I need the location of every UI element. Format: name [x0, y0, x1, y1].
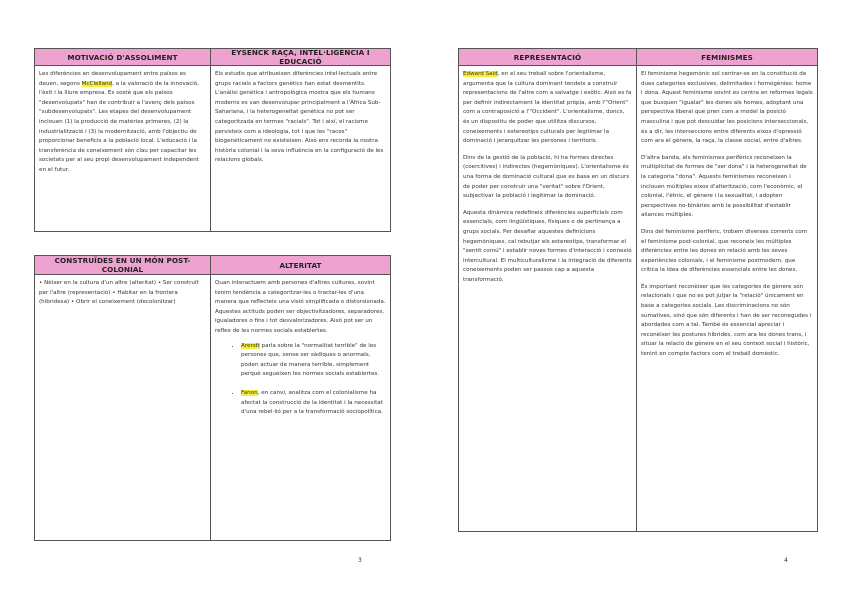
paragraph-dinamica: Aquesta dinàmica redefineix diferències superficials com essencials, com lingüístiques, físiques o de pertinença a grups socials. Per desafiar aquestes definicions hegemòniques, cal rebutjar els estereotips, transformar el "sentit comú" i establir noves formes d'interacció i connexió intercultural. El multiculturalisme i la integració de diferents coneixements poden ser passos cap a aquesta transformació.: [463, 209, 632, 283]
cell-feminismes: [637, 66, 817, 531]
highlight-edward-said: Edward Said: [463, 71, 498, 77]
header-motivacio: MOTIVACIÓ D'ASSOLIMENT: [35, 49, 211, 66]
header-alteritat: ALTERITAT: [211, 256, 390, 275]
paragraph-periferics: D'altra banda, els feminismes perifèrics reconeixen la multiplicitat de formes de "ser dona" i la heterogeneïtat de la categoria "dona". Aquests feminismes reconeixen i inclouen múltiples eixos d'alteritzaciò, com l'econòmic, el colonial, l'ètnic, el gènere i la sexualitat, i adopten perspectives no-binàries amb la possibilitat d'establir aliances múltiples.: [641, 154, 807, 219]
highlight-mcclelland: McClelland: [81, 80, 113, 87]
cell-motivacio: [35, 66, 211, 231]
paragraph-hegemonic: El feminisme hegemònic sol centrar-se en la constitució de dues categories exclusives, delimitades i homogènies: home i dona. Aquest feminisme sovint es centra en reformes legals que busquen "igualar" les dones als homes, adoptant una perspectiva liberal que pren com a model la posició masculina i que pot descuidar les posicions interseccionals, és a dir, les interseccions entre diferents eixos d'opressió com ara el gènere, la raça, la classe social, entre d'altres.: [641, 71, 813, 145]
text-said: , en el seu treball sobre l'orientalisme, argumenta que la cultura dominant tendeix a construir representacions de l'altre com a salvatge i exòtic. Això es fa per definir indirectament la identitat pròpia, amb l'"Orient" com a contraposició a l'"Occident". L'orientalisme, doncs, és un dispositiu de poder que utilitza discursos, coneixements i estereotips culturals per legitimar la dominació i jerarquitzar les persones i territoris.: [463, 71, 632, 145]
cell-eysenck: [211, 66, 390, 231]
header-representacio: REPRESENTACIÓ: [459, 49, 637, 66]
text-alteritat: Quan interactuem amb persones d'altres cultures, sovint tenim tendència a categoritzar-les o tractar-les d'una manera que reflecteix una visió simplificada o distorsionada. Aquestes actituds poden ser objectivitzadores, separadores, igualadores o fins i tot desvalorizadores. Això pot ser un reflex de les normes socials establertes.: [215, 280, 386, 334]
text-motivacio-after: , a la valoració de la innovació, l'èxit i la lliure empresa. Es sosté que els països "desenvolupats" han de contribuir a l'avenç dels països "subdesenvolupats". Les etapes del desenvolupament inclouen (1) la producció de matèries primeres, (2) la industrialització i (3) la modernització, amb l'objectiu de proporcionar beneficis a la població local. L'educació i la transferència de coneixement són clau per capacitar les societats per al seu propi desenvolupament independent en el futur.: [39, 80, 200, 173]
table-motivacio-eysenck: [34, 48, 391, 232]
highlight-fanon: Fanon: [241, 389, 258, 396]
table-representacio-feminismes: [458, 48, 818, 532]
page-number-4: 4: [784, 557, 788, 564]
header-eysenck: EYSENCK RAÇA, INTEL·LIGÈNCIA I EDUCACIÓ: [211, 49, 390, 66]
highlight-arendt: Arendt: [241, 342, 260, 349]
page-number-3: 3: [358, 557, 362, 564]
list-item-fanon: [241, 389, 386, 418]
alteritat-list: [215, 342, 386, 418]
header-postcolonial: CONSTRUÏDES EN UN MÓN POST-COLONIAL: [35, 256, 211, 275]
paragraph-gestio: Dins de la gestió de la població, hi ha formes directes (coercitives) i indirectes (hegemòniques). L'orientalisme és una forma de dominació cultural que es basa en un discurs de poder per construir una "veritat" sobre l'Orient, subjectivar la població i legitimar la dominació.: [463, 154, 630, 200]
text-fanon: , en canvi, analitza com el colonialisme ha afectat la construcció de la identitat i la necessitat d'una rebel·lió per a la transformació sociopolítica.: [241, 389, 383, 416]
text-eysenck: Els estudis que atribueixen diferències intel·lectuals entre grups racials a factors genètics han estat desmentits. L'anàlisi genètica i antropològica mostra que els humans moderns es van desenvolupar principalment a l'Àfrica Sub-Sahariana, i la heterogeneïtat genètica no pot ser categoritzada en termes "racials". Tot i així, el racisme persisteix com a ideologia, tot i que les "races" biogenèticament no existeixen. Això ens recorda la nostra història colonial i la seva influència en la configuració de les relacions globals.: [215, 71, 384, 164]
cell-postcolonial: [35, 275, 211, 540]
cell-representacio: [459, 66, 637, 531]
cell-alteritat: [211, 275, 390, 540]
text-motivacio-before: Les diferències en desenvolupament entre països es deuen, segons: [39, 71, 186, 87]
paragraph-said: [463, 70, 632, 147]
paragraph-postcolonial: Dins del feminisme perifèric, trobem diverses corrents com el feminisme post-colonial, que reconeix les múltiples diferències entre les dones en relació amb les seves experiències colonials, i el feminisme postmodern, que critica la idea de diferències essencials entre les dones.: [641, 228, 808, 274]
paragraph-relacionals: És important reconèixer que les categories de gènere són relacionals i que no es pot jutjar la "relació" únicament en base a categories socials. Les discriminacions no són sumatives, sinó que són diferents i han de ser reconegudes i abordades com a tal. També és essencial apreciar i reconèixer les postures híbrides, com ara les dones trans, i situar la relació de gènere en el seu context social i històric, tenint en compte factors com el treball domèstic.: [641, 283, 812, 358]
text-arendt: parla sobre la "normalitat terrible" de les persones que, sense ser sàdiques o anormals, poden actuar de manera terrible, simplement perquè segueixen les normes socials establertes.: [241, 342, 380, 378]
table-postcolonial-alteritat: [34, 255, 391, 541]
list-item-arendt: [241, 342, 386, 380]
text-postcolonial: • Néixer en la cultura d'un altre (alteritat) • Ser construït per l'altre (representació) • Habitar en la frontera (hibridesa) • Obrir el coneixement (decolonitzar): [39, 280, 199, 306]
header-feminismes: FEMINISMES: [637, 49, 817, 66]
